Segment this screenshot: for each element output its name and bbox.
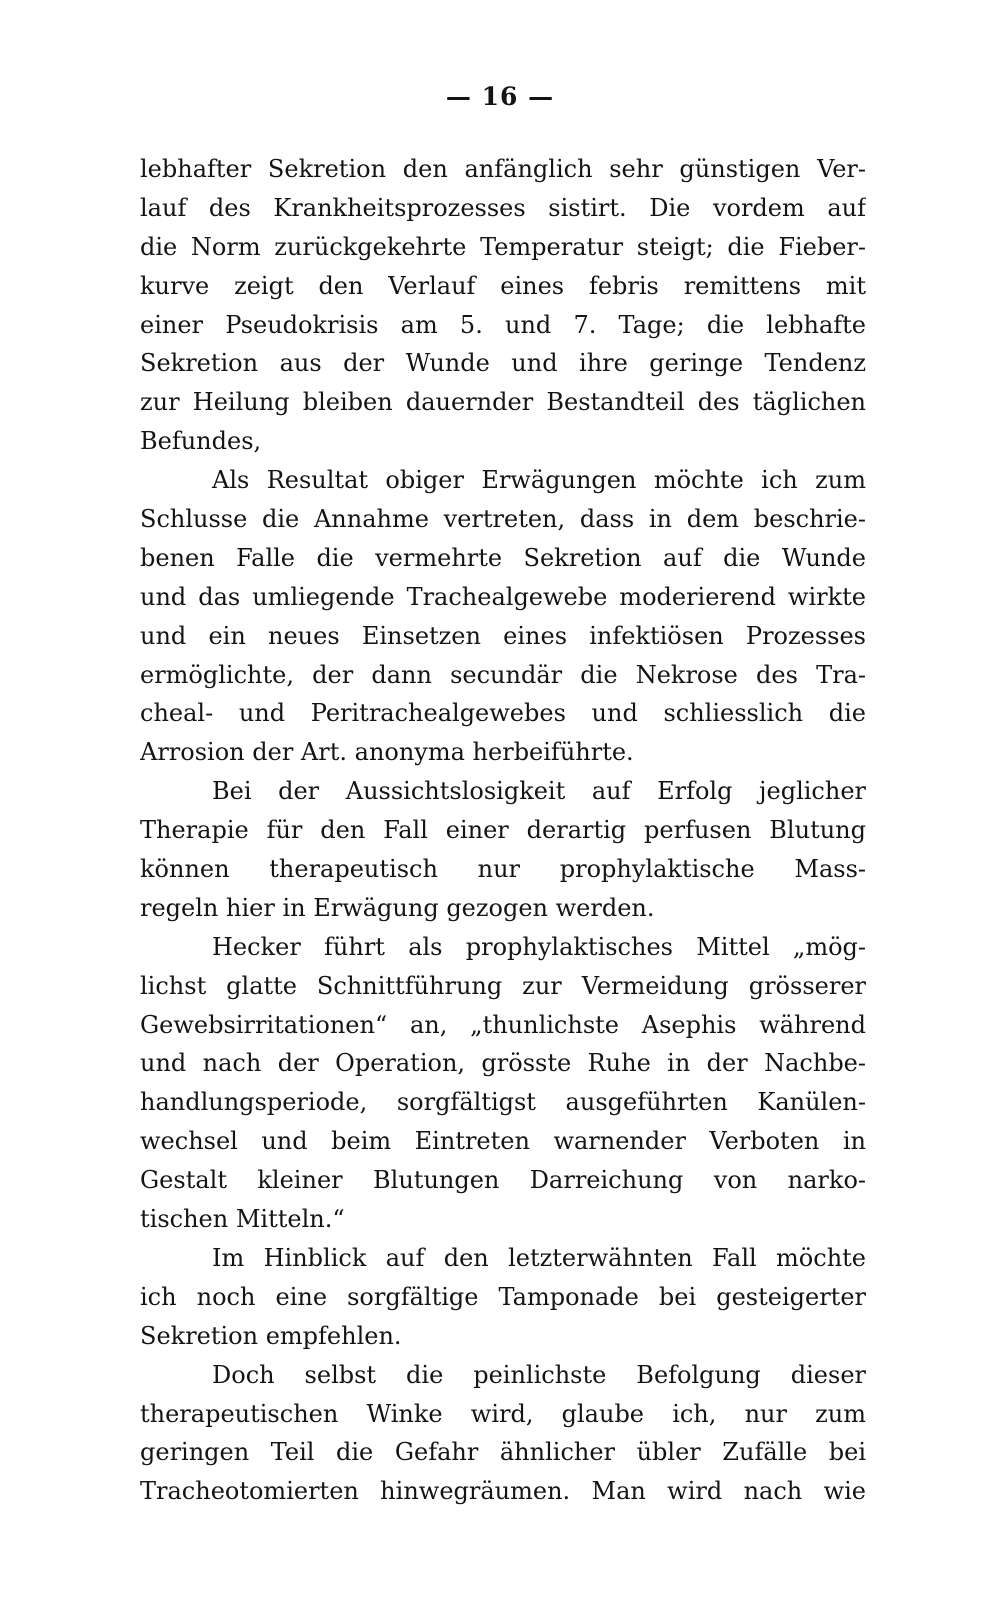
text-line: cheal- und Peritrachealgewebes und schliesslich die: [140, 699, 866, 728]
page-number: — 16 —: [445, 82, 555, 111]
body-text: [140, 150, 866, 1511]
text-line: Therapie für den Fall einer derartig perfusen Blutung: [140, 816, 866, 845]
text-line: lichst glatte Schnittführung zur Vermeidung grösserer: [140, 971, 866, 1000]
text-line: zur Heilung bleiben dauernder Bestandteil des täglichen: [140, 388, 866, 417]
text-line: therapeutischen Winke wird, glaube ich, nur zum: [140, 1399, 866, 1428]
text-line: kurve zeigt den Verlauf eines febris remittens mit: [140, 271, 866, 300]
text-line: ermöglichte, der dann secundär die Nekrose des Tra-: [140, 660, 866, 689]
text-line: Sekretion aus der Wunde und ihre geringe Tendenz: [140, 349, 866, 378]
paragraph-6: [140, 1356, 866, 1512]
text-line: Sekretion empfehlen.: [140, 1321, 402, 1350]
text-line: Befundes,: [140, 427, 262, 456]
text-line: Gewebsirritationen“ an, „thunlichste Asephis während: [140, 1010, 866, 1039]
text-line: und das umliegende Trachealgewebe moderierend wirkte: [140, 582, 866, 611]
paragraph-5: [140, 1239, 866, 1356]
text-line: Schlusse die Annahme vertreten, dass in dem beschrie-: [140, 505, 866, 534]
text-line: Bei der Aussichtslosigkeit auf Erfolg jeglicher: [212, 777, 866, 806]
paragraph-3: [140, 772, 866, 928]
text-line: geringen Teil die Gefahr ähnlicher übler Zufälle bei: [140, 1438, 866, 1467]
text-line: die Norm zurückgekehrte Temperatur steigt; die Fieber-: [140, 232, 866, 261]
text-line: Tracheotomierten hinwegräumen. Man wird nach wie: [140, 1477, 866, 1506]
text-line: Gestalt kleiner Blutungen Darreichung von narko-: [140, 1166, 866, 1195]
paragraph-4: [140, 928, 866, 1239]
text-line: und nach der Operation, grösste Ruhe in der Nachbe-: [140, 1049, 866, 1078]
text-line: einer Pseudokrisis am 5. und 7. Tage; die lebhafte: [140, 310, 866, 339]
paragraph-2: [140, 461, 866, 772]
text-line: Doch selbst die peinlichste Befolgung dieser: [212, 1360, 866, 1389]
text-line: tischen Mitteln.“: [140, 1205, 345, 1234]
text-line: handlungsperiode, sorgfältigst ausgeführten Kanülen-: [140, 1088, 866, 1117]
paragraph-1: [140, 150, 866, 461]
text-line: lauf des Krankheitsprozesses sistirt. Die vordem auf: [140, 193, 866, 222]
text-line: Im Hinblick auf den letzterwähnten Fall möchte: [212, 1243, 866, 1272]
text-line: benen Falle die vermehrte Sekretion auf die Wunde: [140, 543, 866, 572]
text-line: regeln hier in Erwägung gezogen werden.: [140, 893, 655, 922]
text-line: ich noch eine sorgfältige Tamponade bei gesteigerter: [140, 1282, 866, 1311]
text-line: Arrosion der Art. anonyma herbeiführte.: [140, 738, 634, 767]
text-line: wechsel und beim Eintreten warnender Verboten in: [140, 1127, 866, 1156]
text-line: und ein neues Einsetzen eines infektiösen Prozesses: [140, 621, 866, 650]
text-line: Als Resultat obiger Erwägungen möchte ich zum: [212, 466, 866, 495]
text-line: lebhafter Sekretion den anfänglich sehr günstigen Ver-: [140, 155, 866, 183]
text-line: Hecker führt als prophylaktisches Mittel „mög-: [212, 932, 866, 961]
text-line: können therapeutisch nur prophylaktische Mass-: [140, 855, 866, 884]
